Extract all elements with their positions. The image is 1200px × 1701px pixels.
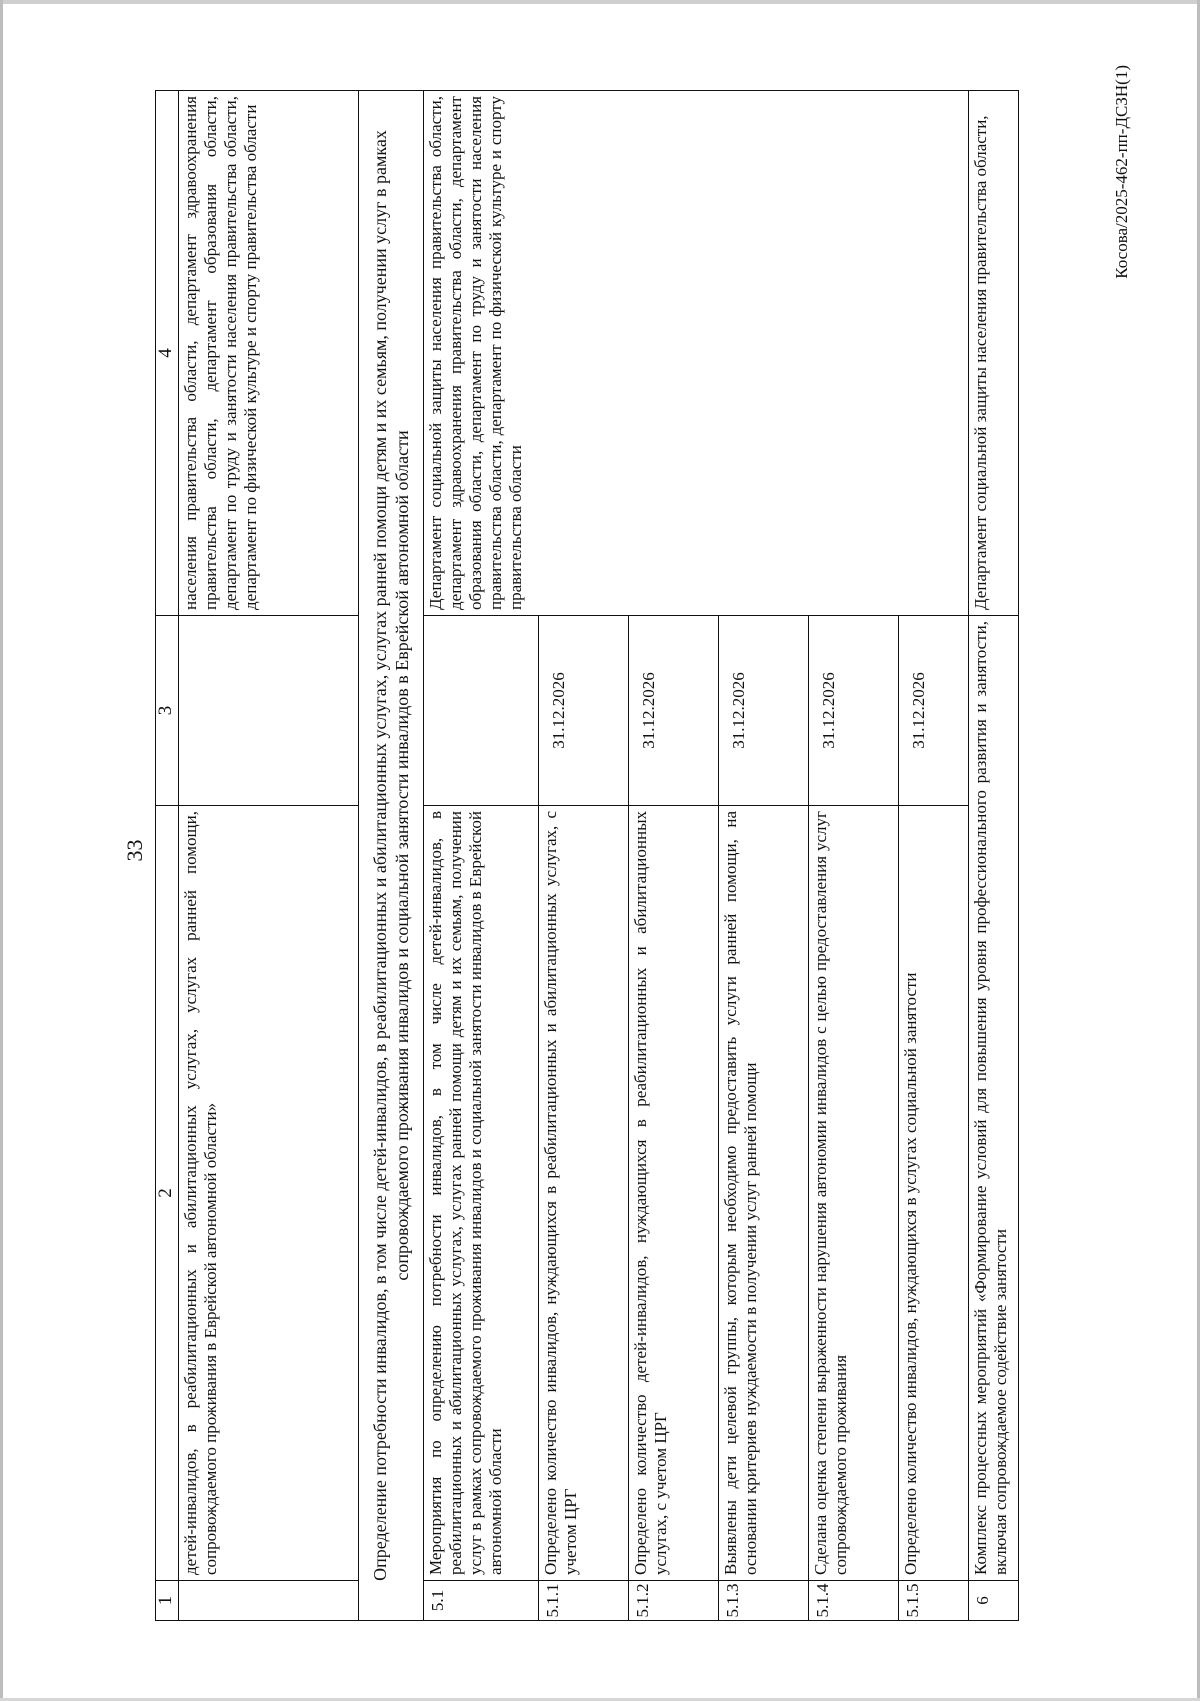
row-number: 5.1.3 — [719, 1581, 809, 1621]
row-description: Определено количество инвалидов, нуждающихся в услугах социальной занятости — [899, 806, 969, 1581]
row-number: 5.1.4 — [809, 1581, 899, 1621]
continuation-responsible: населения правительства области, департамент здравоохранения правительства области, департамент образования области, департамент по труду и занятости населения правительства области, департамент по физической культуре и спорту правительства области — [179, 91, 359, 616]
row-number: 5.1 — [424, 1581, 539, 1621]
row-number: 5.1.1 — [539, 1581, 629, 1621]
row-responsible: Департамент социальной защиты населения правительства области, департамент здравоохранения правительства области, департамент образования области, департамент по труду и занятости населения правительства области, департамент по физической культуре и спорту правительства области — [424, 91, 969, 616]
row-description: Выявлены дети целевой группы, которым необходимо предоставить услуги ранней помощи, на основании критериев нуждаемости в получении услуг ранней помощи — [719, 806, 809, 1581]
continuation-description: детей-инвалидов, в реабилитационных и абилитационных услугах, услугах ранней помощи, сопровождаемого проживания в Еврейской автономной области» — [179, 806, 359, 1581]
row-responsible: Департамент социальной защиты населения правительства области, — [969, 91, 1019, 616]
row-date: 31.12.2026 — [629, 616, 719, 806]
row-number: 5.1.5 — [899, 1581, 969, 1621]
document-code: Косова/2025-462-пп-ДСЗН(1) — [1112, 65, 1131, 279]
row-description: Комплекс процессных мероприятий «Формирование условий для повышения уровня профессионального развития и занятости, включая сопровождаемое содействие занятости — [969, 616, 1019, 1581]
continuation-num-cell — [179, 1581, 359, 1621]
table-header-row — [156, 91, 179, 1621]
section-title: Определение потребности инвалидов, в том числе детей-инвалидов, в реабилитационных и абилитационных услугах, услугах ранней помощи детям и их семьям, получении услуг в рамках сопровождаемого проживания инвалидов и социальной занятости инвалидов в Еврейской автономной области — [359, 91, 424, 1621]
row-description: Сделана оценка степени выраженности нарушения автономии инвалидов с целью предоставления услуг сопровождаемого проживания — [809, 806, 899, 1581]
continuation-date-cell — [179, 616, 359, 806]
row-number: 6 — [969, 1581, 1019, 1621]
document-table-area — [155, 91, 1019, 1621]
row-description: Определено количество детей-инвалидов, нуждающихся в реабилитационных и абилитационных услугах, с учетом ЦРГ — [629, 806, 719, 1581]
header-cell-4: 4 — [156, 91, 179, 616]
page-number: 33 — [122, 839, 147, 862]
plan-table — [155, 90, 1019, 1621]
header-cell-1: 1 — [156, 1581, 179, 1621]
table-row — [969, 91, 1019, 1621]
row-date: 31.12.2026 — [809, 616, 899, 806]
section-row — [359, 91, 424, 1621]
row-date: 31.12.2026 — [719, 616, 809, 806]
continuation-row — [179, 91, 359, 1621]
row-date: 31.12.2026 — [539, 616, 629, 806]
row-description: Мероприятия по определению потребности инвалидов, в том числе детей-инвалидов, в реабилитационных и абилитационных услугах, услугах ранней помощи детям и их семьям, получении услуг в рамках сопровождаемого проживания инвалидов и социальной занятости инвалидов в Еврейской автономной области — [424, 806, 539, 1581]
row-date: 31.12.2026 — [899, 616, 969, 806]
row-description: Определено количество инвалидов, нуждающихся в реабилитационных и абилитационных услугах, с учетом ЦРГ — [539, 806, 629, 1581]
row-date — [424, 616, 539, 806]
header-cell-3: 3 — [156, 616, 179, 806]
table-row — [424, 91, 539, 1621]
header-cell-2: 2 — [156, 806, 179, 1581]
row-number: 5.1.2 — [629, 1581, 719, 1621]
